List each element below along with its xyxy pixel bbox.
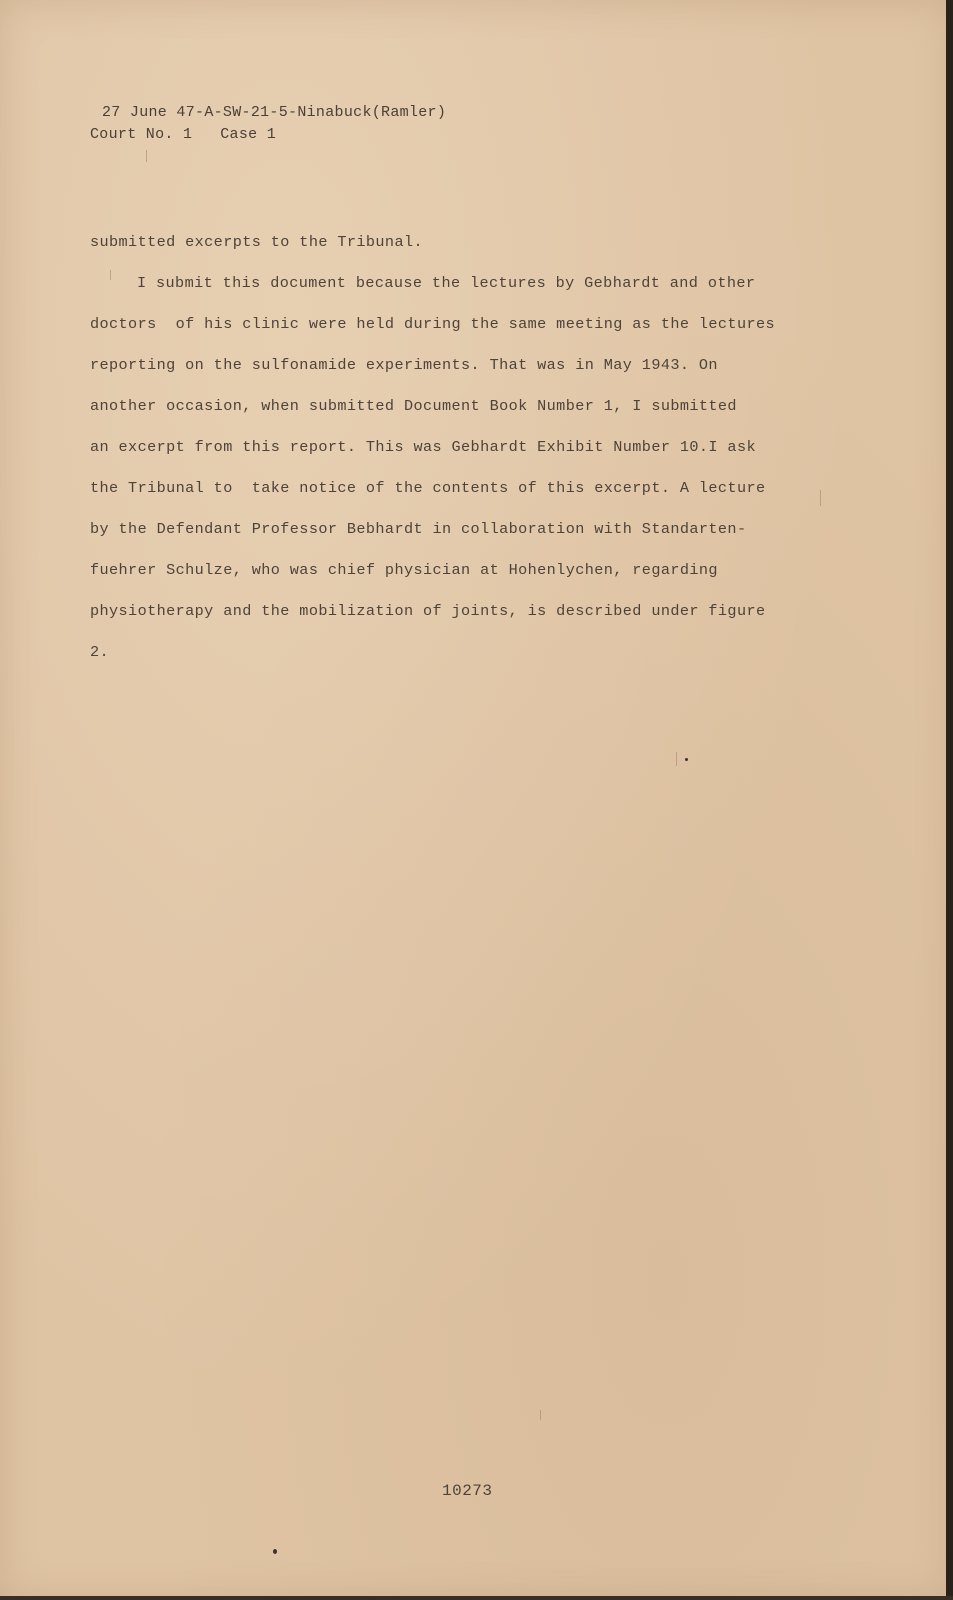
body-line: the Tribunal to take notice of the contents of this excerpt. A lecture <box>90 479 766 497</box>
paper-fiber <box>146 150 147 162</box>
paper-fiber <box>540 1410 541 1420</box>
transcript-body <box>90 222 850 673</box>
header-reference-line: 27 June 47-A-SW-21-5-Ninabuck(Ramler) <box>102 104 447 121</box>
body-line: by the Defendant Professor Bebhardt in collaboration with Standarten- <box>90 520 747 538</box>
body-line: doctors of his clinic were held during the same meeting as the lectures <box>90 315 776 333</box>
scan-edge-bottom <box>0 1596 953 1600</box>
body-line: 2. <box>90 643 110 661</box>
paper-fiber <box>110 270 111 280</box>
scan-edge-right <box>946 0 953 1600</box>
body-line: I submit this document because the lectures by Gebhardt and other <box>137 274 756 292</box>
body-line: reporting on the sulfonamide experiments. That was in May 1943. On <box>90 356 718 374</box>
paper-fiber <box>676 752 677 766</box>
page-number: 10273 <box>442 1482 493 1500</box>
header-court-line: Court No. 1 Case 1 <box>90 126 277 143</box>
body-line: another occasion, when submitted Document Book Number 1, I submitted <box>90 397 737 415</box>
paper-speck <box>273 1549 277 1554</box>
document-header <box>90 102 446 146</box>
body-line: fuehrer Schulze, who was chief physician at Hohenlychen, regarding <box>90 561 718 579</box>
paper-fiber <box>820 490 821 506</box>
body-line: an excerpt from this report. This was Gebhardt Exhibit Number 10.I ask <box>90 438 756 456</box>
body-line: physiotherapy and the mobilization of joints, is described under figure <box>90 602 766 620</box>
body-line: submitted excerpts to the Tribunal. <box>90 233 423 251</box>
paper-speck <box>685 758 688 761</box>
